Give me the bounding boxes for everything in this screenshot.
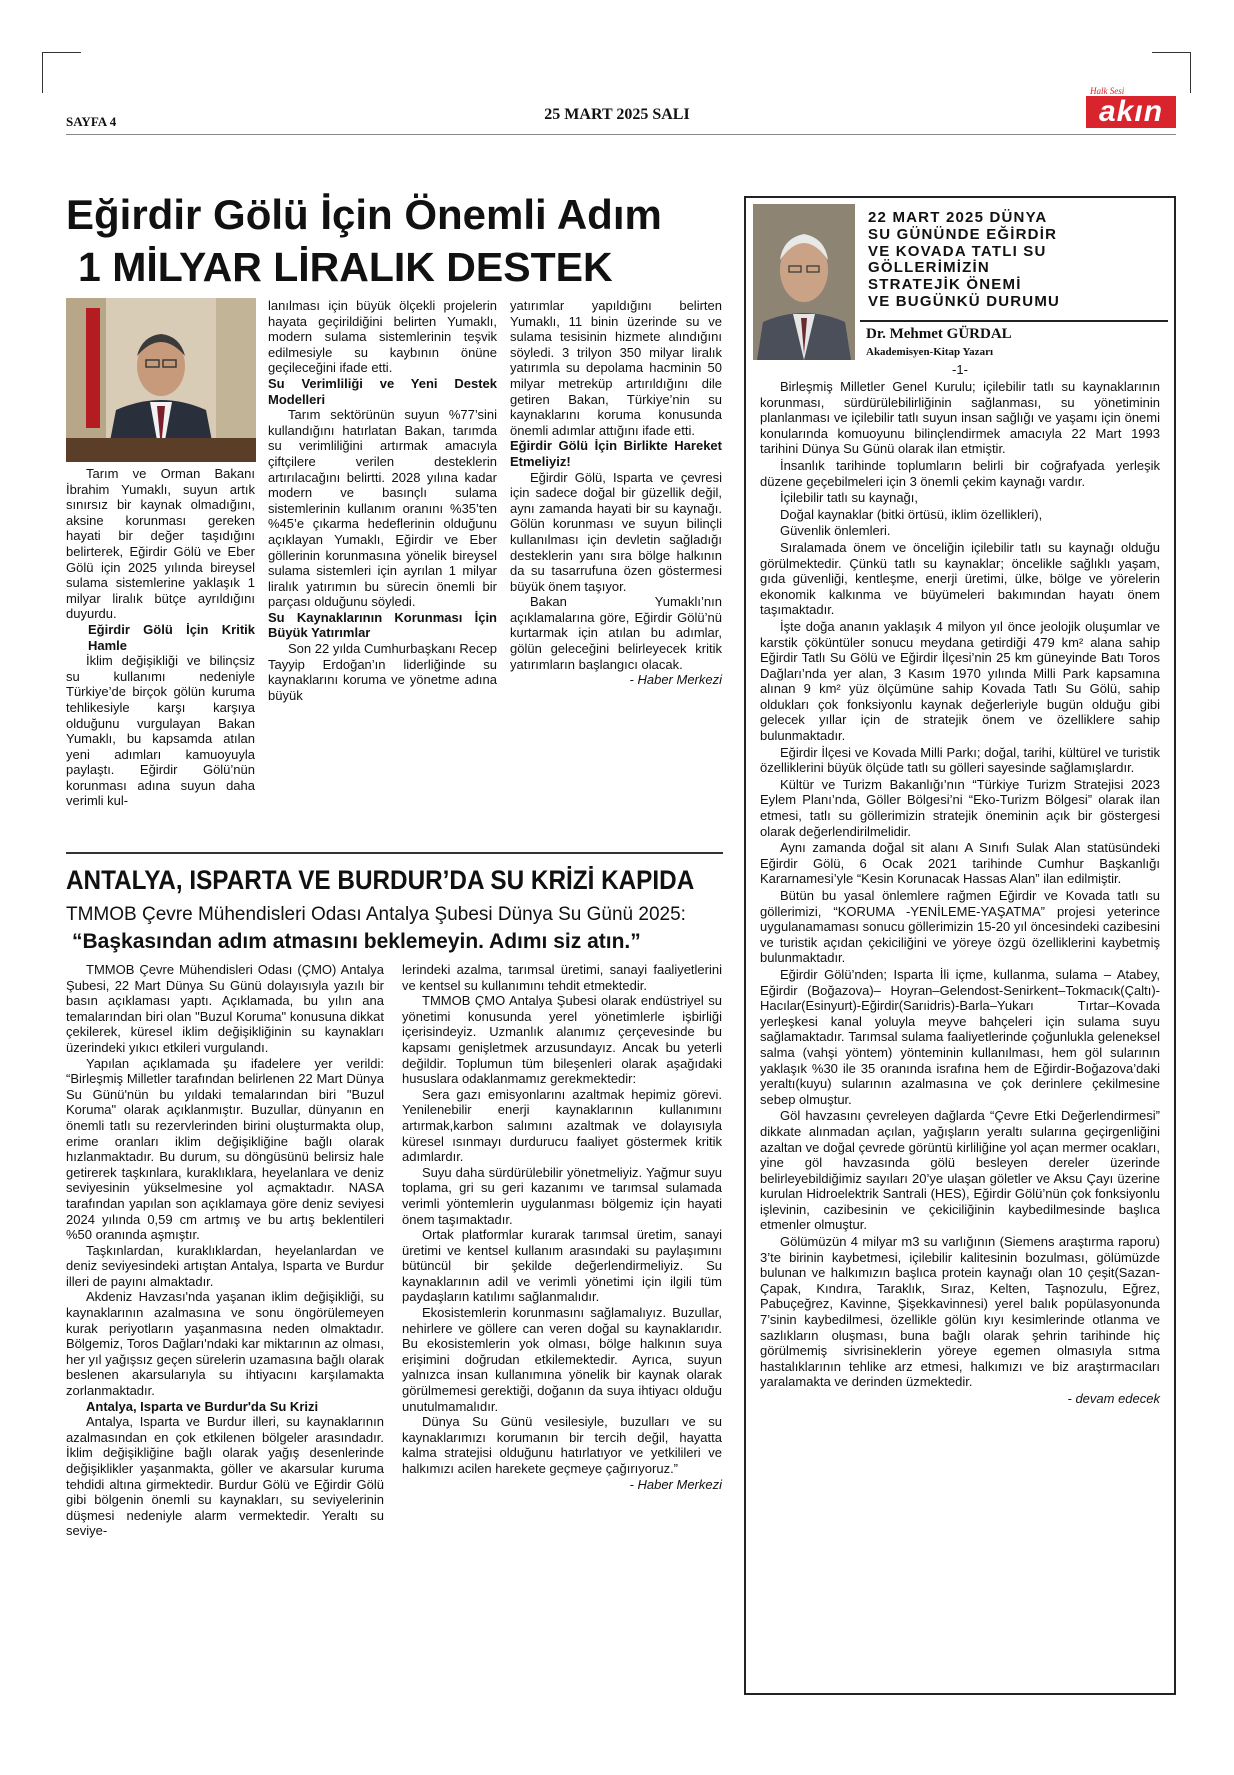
article2-col2-para: Ekosistemlerin korunmasını sağlamalıyız. Buzullar, nehirlere ve göllere can veren doğal su kaynaklarıdır. Bu ekosistemlerin yok olması, bölge halkının suya erişimini doğrudan etkilemektedir. Ayrıca, suyun yalnızca insan kullanımına yönelik bir kaynak olarak görülmemesi gerektiği, doğanın da suya ihtiyacı olduğu unutulmamalıdır.: [402, 1305, 722, 1414]
article1-column2: [268, 298, 497, 703]
article1-column1: [66, 466, 255, 809]
article2-col1-subhead: Antalya, Isparta ve Burdur'da Su Krizi: [86, 1398, 319, 1414]
column-title-line: 22 MART 2025 DÜNYA: [868, 209, 1048, 226]
article1-col1-para: Tarım ve Orman Bakanı İbrahim Yumaklı, suyun artık sınırsız bir kaynak olmadığını, aksine korunması gereken hayati bir değer taşıdığını belirterek, Eğirdir Gölü ve Eber Gölü için 2025 yılında bireysel sulama sistemlerine yaklaşık 1 milyar liralık bütçe ayrıldığını duyurdu.: [66, 466, 255, 622]
column-para: Birleşmiş Milletler Genel Kurulu; içilebilir tatlı su kaynaklarının korunması, sürdürülebilirliğinin sağlanması, su yönetiminin planlanması ve içilebilir tatlı suyun insan sağlığı ve yaşamı için önemi konularında komuoyunu bilinçlendirmek amacıyla 22 Mart 1993 tarihini Dünya Su Günü olarak ilan etmiştir.: [760, 379, 1160, 457]
column-para: Aynı zamanda doğal sit alanı A Sınıfı Sulak Alan statüsündeki Eğirdir Gölü, 6 Ocak 2021 tarihinde Cumhur Başkanlığı Kararnamesi’yle “Kesin Korunacak Hassas Alan” ilan edilmiştir.: [760, 840, 1160, 887]
article1-col3-para: Bakan Yumaklı’nın açıklamalarına göre, Eğirdir Gölü’nü kurtarmak için atılan bu adımlar, gölün geleceğini belirleyecek kritik yatırımların başlangıcı olacak.: [510, 594, 722, 672]
column-para: Eğirdir İlçesi ve Kovada Milli Parkı; doğal, tarihi, kültürel ve turistik özelliklerini büyük ölçüde tatlı su gölleri sayesinde sağlamışlardır.: [760, 744, 1160, 776]
article2-column2: [402, 962, 722, 1492]
minister-photo: [66, 298, 256, 462]
page-number: SAYFA 4: [66, 114, 117, 129]
column-para: Eğirdir Gölü’nden; Isparta İli içme, kullanma, sulama – Atabey, Eğirdir (Boğazova)– Hoyran–Gelendost-Senirkent–Tokmacık(Çaltı)-Hacılar(Esinyurt)-Eğirdir(Sarıidris)-Barla–Yukarı Tırtar–Kovada yerleşkesi kanal yoluyla meyve bahçeleri için sulama suyu sağlamaktadır. Tarımsal sulama faaliyetlerinde çoğunlukla geleneksel salma (vahşi yöntem) yönteminin kullanılması, hem göl sularının yaklaşık %30 ile 35 oranında israfına hem de Eğirdir-Boğazova’daki yeraltı(kuyu) sularının azalmasına ve çok derinlere çekilmesine sebep olmuştur.: [760, 966, 1160, 1107]
issue-date: 25 MART 2025 SALI: [544, 106, 690, 123]
article1-column3: [510, 298, 722, 688]
column-para: Güvenlik önlemleri.: [780, 523, 891, 539]
crop-mark-top-left: [42, 52, 81, 93]
article1-col2-subhead: Su Verimliliği ve Yeni Destek Modelleri: [268, 375, 497, 407]
column-para: İnsanlık tarihinde toplumların belirli bir coğrafyada yerleşik düzene geçebilmeleri için 3 önemli çekim kaynağı vardır.: [760, 457, 1160, 489]
article2-headline: ANTALYA, ISPARTA VE BURDUR’DA SU KRİZİ KAPIDA: [66, 865, 695, 895]
article1-title-line1: Eğirdir Gölü İçin Önemli Adım: [66, 191, 662, 238]
article-divider: [66, 852, 723, 854]
article1-col2-para: Son 22 yılda Cumhurbaşkanı Recep Tayyip Erdoğan’ın liderliğinde su kaynaklarını koruma ve yönetme adına büyük: [268, 641, 497, 703]
article1-col3-para: yatırımlar yapıldığını belirten Yumaklı, 11 binin üzerinde su ve sulama tesisinin hizmete alındığını söyledi. 3 trilyon 350 milyar liralık yatırımla su depolama hacminin 50 milyar metreküp artırıldığını dile getiren Bakan, Türkiye’nin su kaynaklarını koruma konusunda önemli adımlar attığını ifade etti.: [510, 298, 722, 438]
article2-signature: - Haber Merkezi: [629, 1476, 722, 1492]
article2-quote: “Başkasından adım atmasını beklemeyin. Adımı siz atın.”: [72, 930, 641, 953]
article1-signature: - Haber Merkezi: [629, 672, 722, 688]
column-para: İşte doğa ananın yaklaşık 4 milyon yıl önce jeolojik oluşumlar ve karstik çöküntüler sonucu meydana getirdiği 479 km² alana sahip Eğirdir Tatlı Su Gölü ve Eğirdir İlçesi’nin 25 km güneyinde Batı Toros Dağları’nda yer alan, 3 Kasım 1970 yılında Milli Park kapsamına alınan 9 km² yüz ölçümüne sahip Kovada Tatlı Su Gölü, sahip oldukları çok fonksiyonlu kaynak değerleriyle bugün olduğu gibi gelecek yıllar için de stratejik önem ve özelliklere sahip bulunmaktadır.: [760, 618, 1160, 744]
article2-col1-para: Yapılan açıklamada şu ifadelere yer verildi: “Birleşmiş Milletler tarafından belirlenen 22 Mart Dünya Su Günü'nün bu yıldaki temalarından biri "Buzul Koruma" olarak açıklanmıştır. Buzullar, dünyanın en önemli tatlı su rezervlerinden birini oluşturmakta olup, erime oranları iklim değişikliğine bağlı olarak hızlanmaktadır. Bu durum, su döngüsünü belirsiz hale getirerek taşkınlara, kuraklıklara, heyelanlara ve deniz seviyesinin yükselmesine yol açmaktadır. NASA tarafından yapılan son açıklamaya göre deniz seviyesi 2024 yılında 0,59 cm artmış ve bu artış beklentileri %50 oranında aşmıştır.: [66, 1055, 384, 1243]
article2-col2-para: Ortak platformlar kurarak tarımsal üretim, sanayi üretimi ve kentsel kullanım arasındaki su paylaşımını bütüncül bir şekilde değerlendirmeliyiz. Su kaynaklarının adil ve verimli yönetimi için ilgili tüm paydaşların katılımı sağlanmalıdır.: [402, 1227, 722, 1305]
column-title-line: VE KOVADA TATLI SU: [868, 242, 1047, 260]
column-title-rule: [860, 320, 1168, 322]
article1-col2-para: Tarım sektörünün suyun %77’sini kullandığını hatırlatan Bakan, tarımda su verimliliğini artırmak amacıyla çiftçilere verilen desteklerin artırılacağını belirtti. 2028 yılına kadar modern ve basınçlı sulama sistemlerinin kullanım oranını %35’ten %45’e çıkarma hedeflerinin olduğunu açıklayan Yumaklı, Eğirdir ve Eber göllerinin korunmasına yönelik bireysel sulama sistemleri için ayrılan 1 milyar liralık yatırımın bu sürecin önemli bir parçası olduğunu söyledi.: [268, 407, 497, 610]
column-para: Göl havzasını çevreleyen dağlarda “Çevre Etki Değerlendirmesi” dikkate alınmadan açılan, yağışların yeraltı sularına geçirgenliğini azaltan ve doğal çevrede görüntü kirliliğine yol açan mermer ocakları, yine göl havzasında gölü besleyen dereler üzerinde belirleyebildiğimiz sayıları 20’ye ulaşan göletler ve Aksu Çayı üzerine kurulan Hidroelektrik Santrali (HES), Eğirdir Gölü’nün çok fonksiyonlu işlevinin, cazibesinin ve çekiciliğinin kaybedilmesinde başlıca etmenler olmuştur.: [760, 1108, 1160, 1233]
column-para: Bütün bu yasal önlemlere rağmen Eğirdir ve Kovada tatlı su göllerimizi, “KORUMA -YENİLEME-YAŞATMA” projesi yeterince uygulanamaması sonucu göllerimizin 15-20 yıl öncesindeki cazibesini ve turistik açıdan çekiciliğini ve yöreye özgü özelliklerini kaybetmiş bulunmaktadır.: [760, 888, 1160, 966]
column-para: Doğal kaynaklar (bitki örtüsü, iklim özellikleri),: [780, 506, 1043, 522]
article2-col2-para: TMMOB ÇMO Antalya Şubesi olarak endüstriyel su yönetimi konusunda yerel yönetimlerle işbirliği içerisindeyiz. Uzmanlık alanımız çerçevesinde bu kapsamı genişletmek arzusundayız. Ancak bu yeterli değildir. Toplumun tüm bileşenleri olarak aşağıdaki hususlara odaklanmamız gerekmektedir:: [402, 993, 722, 1087]
column-title-line: SU GÜNÜNDE EĞİRDİR: [868, 225, 1058, 243]
author-photo: [753, 204, 855, 360]
logo-wordmark: akın: [1086, 96, 1176, 128]
article1-col3-para: Eğirdir Gölü, Isparta ve çevresi için sadece doğal bir güzellik değil, aynı zamanda hayati bir su kaynağı. Gölün korunması ve suyun bilinçli kullanılması için devletin sağladığı desteklerin yanı sıra bölge halkının da su tasarrufuna özen göstermesi büyük önem taşıyor.: [510, 469, 722, 594]
article2-col1-para: Taşkınlardan, kuraklıklardan, heyelanlardan ve deniz seviyesindeki artıştan Antalya, Isparta ve Burdur illeri de payını almaktadır.: [66, 1242, 384, 1289]
article1-col2-para: lanılması için büyük ölçekli projelerin hayata geçirildiğini belirten Yumaklı, modern sulama sistemlerinin teşvik edilmesiyle su kaybının önüne geçileceğini ifade etti.: [268, 298, 497, 376]
article1-title-line2: 1 MİLYAR LİRALIK DESTEK: [78, 244, 613, 290]
author-role: Akademisyen-Kitap Yazarı: [866, 346, 994, 358]
logo-tagline: Halk Sesi: [1090, 86, 1125, 96]
column-para: Gölümüzün 4 milyar m3 su varlığının (Siemens araştırma raporu) 3’te birinin kaybetmesi, içilebilir kalitesinin bozulması, gölümüzde bulunan ve halkımızın başlıca protein kaynağı olan 10 çeşit(Sazan-Çapak, Kındıra, Taraklık, Sıraz, Kelten, Taşnozulu, Eğrez, Pabuçeğrez, Kavinne, Şişekkavinnesi) yerel balık popülasyonunda 7’sinin kaybedilmesi, özellikle gölün kıyı kesimlerinde otlanma ve sazlıkların oluşması, buna bağlı olarak şehrin tarihinde hiç görülmemiş sivrisineklerin yöreye egemen olmasıyla sıtma hastalıklarının tehlike arz etmesi, halkımızı ve biz araştırmacıları yaralamakta ve derinden üzmektedir.: [760, 1234, 1160, 1390]
article1-col2-subhead: Su Kaynaklarının Korunması İçin Büyük Yatırımlar: [268, 609, 497, 641]
newspaper-logo: [1086, 86, 1176, 132]
column-title-line: VE BUGÜNKÜ DURUMU: [868, 292, 1061, 310]
author-name: Dr. Mehmet GÜRDAL: [866, 326, 1012, 342]
column-title-line: GÖLLERİMİZİN: [868, 259, 990, 277]
header-rule: [66, 134, 1176, 135]
article2-col2-para: lerindeki azalma, tarımsal üretimi, sanayi faaliyetlerini ve kentsel su kullanımını tehdit etmektedir.: [402, 962, 722, 993]
article2-col2-para: Sera gazı emisyonlarını azaltmak hepimiz görevi. Yenilenebilir enerji kaynaklarının kullanımını artırmak,karbon salımını azaltmak ve dolayısıyla küresel ısınmayı durdurucu faaliyet göstermek kritik adımlardır.: [402, 1086, 722, 1165]
column-para: Kültür ve Turizm Bakanlığı’nın “Türkiye Turizm Stratejisi 2023 Eylem Planı’nda, Göller Bölgesi’ni “Eko-Turizm Bölgesi” olarak ilan etmesi, tatlı su göllerimizin stratejik öneminin açık bir göstergesi olarak değerlendirilmelidir.: [760, 776, 1160, 839]
article2-col1-para: Akdeniz Havzası'nda yaşanan iklim değişikliği, su kaynaklarının azalmasına ve sonu öngörülemeyen kurak periyotların yaşanmasına neden olmaktadır. Bölgemiz, Toros Dağları'ndaki kar miktarının az olması, her yıl yağışsız geçen sürelerin uzamasına bağlı olarak beslenen akarsularıyla su ihtiyacını karşılamakta zorlanmaktadır.: [66, 1289, 384, 1399]
article2-col2-para: Dünya Su Günü vesilesiyle, buzulları ve su kaynaklarımızı korumanın bir tercih değil, hayatta kalma stratejisi olduğunu hatırlatıyor ve yetkilileri ve halkımızı acilen harekete geçmeye çağırıyoruz.”: [402, 1414, 722, 1476]
column-para: İçilebilir tatlı su kaynağı,: [780, 490, 919, 506]
article2-col1-para: Antalya, Isparta ve Burdur illeri, su kaynaklarının azalmasından en çok etkilenen bölgeler arasındadır. İklim değişikliğine bağlı olarak yağış desenlerinde değişiklikler yaşanmakta, göller ve akarsular kuruma tehdidi altına girmektedir. Burdur Gölü ve Eğirdir Gölü gibi bölgenin önemli su kaynakları, su seviyelerinin düşmesi nedeniyle alarm vermektedir. Yeraltı su seviye-: [66, 1414, 384, 1539]
article2-subhead: TMMOB Çevre Mühendisleri Odası Antalya Şubesi Dünya Su Günü 2025:: [66, 904, 686, 925]
column-para: Sıralamada önem ve önceliğin içilebilir tatlı su kaynağı olduğu görülmektedir. Çünkü tatlı su kaynaklar; öncelikle sağlıklı yaşam, gıda güvenliği, kentleşme, enerji üretimi, ülke, bölge ve yörelerin ekonomik kalkınma ve büyümeleri bakımından hayatı önem taşımaktadır.: [760, 539, 1160, 618]
column-continued: - devam edecek: [1067, 1391, 1160, 1406]
column-part-number: -1-: [952, 362, 968, 377]
column-title: [868, 210, 1168, 311]
article1-col1-para: İklim değişikliği ve bilinçsiz su kullanımı nedeniyle Türkiye’de birçok gölün kuruma tehlikesiyle karşı karşıya olduğunu vurgulayan Bakan Yumaklı, bu kapsamda atılan yeni adımları kamuoyuyla paylaştı. Eğirdir Gölü’nün korunması adına suyun daha verimli kul-: [66, 653, 255, 809]
article2-col2-para: Suyu daha sürdürülebilir yönetmeliyiz. Yağmur suyu toplama, gri su geri kazanımı ve tarımsal sulamada verimli yöntemlerin uygulanması bölgemiz için hayati önem taşımaktadır.: [402, 1164, 722, 1227]
article2-column1: [66, 962, 384, 1539]
column-title-line: STRATEJİK ÖNEMİ: [868, 276, 1022, 294]
article1-col1-subhead: Eğirdir Gölü İçin Kritik Hamle: [88, 621, 255, 653]
article1-col3-subhead: Eğirdir Gölü İçin Birlikte Hareket Etmeliyiz!: [510, 438, 722, 469]
article2-col1-para: TMMOB Çevre Mühendisleri Odası (ÇMO) Antalya Şubesi, 22 Mart Dünya Su Günü dolayısıyla yazılı bir basın açıklaması yaptı. Açıklamada, bu yılın ana temalarından biri olan "Buzul Koruma" konusuna dikkat çekilerek, küresel iklim değişikliğinin su kaynakları üzerindeki yıkıcı etkileri vurgulandı.: [66, 962, 384, 1055]
column-body: [760, 379, 1160, 1408]
